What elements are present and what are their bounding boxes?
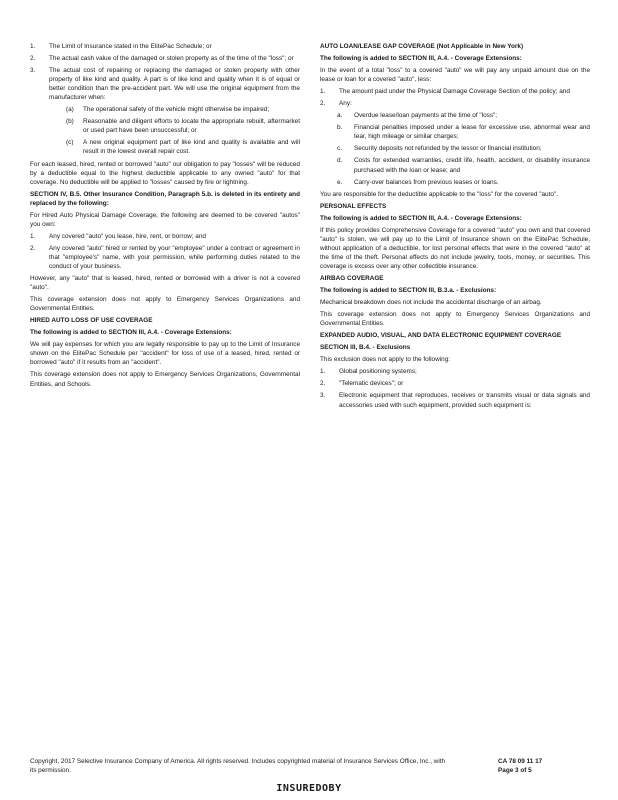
section-heading: PERSONAL EFFECTS — [320, 202, 387, 210]
section-heading: SECTION IV, B.5. Other Insurance Condition, Paragraph 5.b. is deleted in its entirety and replaced by the following: — [30, 190, 300, 207]
section-subheading: The following is added to SECTION III, B.3.a. - Exclusions: — [320, 287, 497, 295]
paragraph: In the event of a total "loss" to a covered "auto" we will pay any unpaid amount due on the lease or loan for a covered "auto", less: — [320, 67, 590, 84]
paragraph: Mechanical breakdown does not include the accidental discharge of an airbag. — [320, 299, 542, 307]
list-item: 1. Any covered "auto" you lease, hire, rent, or borrow; and — [30, 232, 206, 240]
section-heading: AUTO LOAN/LEASE GAP COVERAGE (Not Applicable in New York) — [320, 43, 524, 50]
section-subheading: SECTION III, B.4. - Exclusions — [320, 344, 411, 352]
paragraph: This coverage extension does not apply to Emergency Services Organizations, Governmental Entities, and Schools. — [30, 371, 300, 388]
form-info — [498, 757, 578, 775]
sub-list-item: e. Carry-over balances from previous leases or loans. — [337, 178, 499, 186]
list-item: 3. Electronic equipment that reproduces, receives or transmits visual or data signals and accessories used with such equipment, provided such equipment is: — [320, 392, 590, 409]
section-subheading: The following is added to SECTION III, A.4. - Coverage Extensions: — [320, 214, 522, 222]
paragraph: You are responsible for the deductible applicable to the "loss" for the covered "auto". — [320, 190, 558, 198]
list-item: 3. The actual cost of repairing or replacing the damaged or stolen property with other property of like kind and quality. A part is of like kind and quality when it is of equal or better condition than the pre-accident part. We will use the original equipment from the manufacturer when: — [30, 67, 300, 102]
list-item: 2. "Telematic devices"; or — [320, 380, 404, 388]
left-column — [30, 42, 300, 392]
paragraph: This coverage extension does not apply to Emergency Services Organizations and Governmental Entities. — [30, 296, 300, 313]
list-item: 2. Any covered "auto" hired or rented by your "employee" under a contract or agreement in that "employee's" name, with your permission, while performing duties related to the conduct of your business. — [30, 244, 300, 270]
section-heading: EXPANDED AUDIO, VISUAL, AND DATA ELECTRONIC EQUIPMENT COVERAGE — [320, 332, 562, 340]
list-item: 1. The Limit of Insurance stated in the ElitePac Schedule; or — [30, 43, 212, 50]
paragraph: For Hired Auto Physical Damage Coverage, the following are deemed to be covered "autos" you own: — [30, 211, 300, 228]
list-item: 2. The actual cash value of the damaged or stolen property as of the time of the "loss"; or — [30, 55, 294, 63]
section-heading: AIRBAG COVERAGE — [320, 274, 384, 282]
paragraph: We will pay expenses for which you are legally responsible to pay up to the Limit of Insurance shown on the ElitePac Schedule per "accident" for loss of use of a leased, hired, rented or borrowed "auto" if it results from an "accident". — [30, 341, 300, 367]
form-code: CA 78 09 11 17 — [498, 758, 543, 765]
sub-list-item: c. Security deposits not refunded by the lessor or financial institution; — [337, 145, 542, 153]
page-number: Page 3 of 5 — [498, 767, 532, 774]
section-heading: HIRED AUTO LOSS OF USE COVERAGE — [30, 317, 153, 325]
copyright-notice: Copyright, 2017 Selective Insurance Company of America. All rights reserved. Includes copyrighted material of Insurance Services Office, Inc., with its permission. — [30, 758, 446, 774]
list-item: 2. Any: — [320, 100, 352, 108]
paragraph: However, any "auto" that is leased, hired, rented or borrowed with a driver is not a covered "auto". — [30, 275, 300, 292]
paragraph: If this policy provides Comprehensive Coverage for a covered "auto" you own and that covered "auto" is stolen, we will pay up to the Limit of Insurance shown on the ElitePac Schedule, without application of a deductible, for lost personal effects that were in the covered "auto" at the time of the theft. Personal effects do not include jewelry, tools, money, or securities. This coverage is excess over any other collectible insurance. — [320, 226, 590, 270]
list-item: 1. The amount paid under the Physical Damage Coverage Section of the policy; and — [320, 88, 570, 96]
sub-list-item: a. Overdue lease/loan payments at the time of "loss"; — [337, 112, 498, 120]
paragraph: This exclusion does not apply to the following: — [320, 356, 451, 364]
section-subheading: The following is added to SECTION III, A.4. - Coverage Extensions: — [30, 329, 232, 337]
right-column — [320, 42, 590, 413]
sub-list-item: d. Costs for extended warranties, credit life, health, accident, or disability insurance purchased with the loan or lease; and — [337, 157, 590, 174]
list-item: 1. Global positioning systems; — [320, 368, 417, 376]
paragraph: This coverage extension does not apply to Emergency Services Organizations and Governmental Entities. — [320, 311, 590, 328]
watermark-brand: INSUREDOBY — [276, 783, 342, 794]
section-subheading: The following is added to SECTION III, A.4. - Coverage Extensions: — [320, 55, 522, 63]
paragraph: For each leased, hired, rented or borrowed "auto" our obligation to pay "losses" will be reduced by a deductible equal to the highest deductible applicable to any owned "auto" for that coverage. No deductible will be applied to "losses" caused by fire or lightning. — [30, 160, 300, 186]
sub-list-item: (a) The operational safety of the vehicle might otherwise be impaired; — [66, 106, 270, 114]
sub-list-item: b. Financial penalties imposed under a lease for excessive use, abnormal wear and tear, high mileage or similar charges; — [337, 124, 590, 141]
sub-list-item: (c) A new original equipment part of like kind and quality is available and will result in the lowest overall repair cost. — [66, 139, 300, 156]
sub-list-item: (b) Reasonable and diligent efforts to locate the appropriate rebuilt, aftermarket or used part have been unsuccessful; or — [66, 118, 300, 135]
